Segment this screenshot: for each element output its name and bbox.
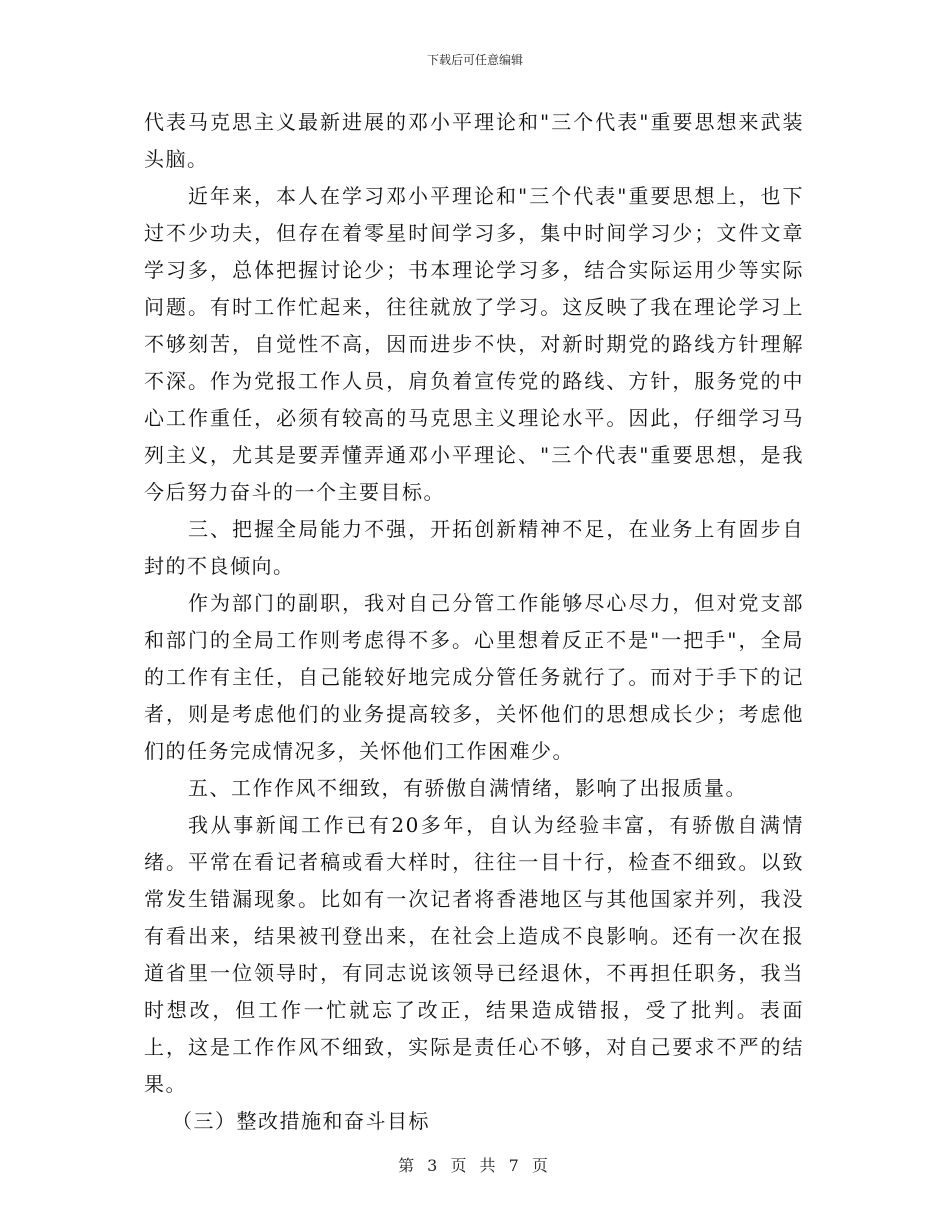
section-heading-work-style: 五、工作作风不细致，有骄傲自满情绪，影响了出报质量。 — [188, 776, 747, 800]
document-body — [144, 104, 804, 1140]
page-header: 下载后可任意编辑 — [426, 53, 523, 67]
paragraph-news-work: 我从事新闻工作已有20多年，自认为经验丰富，有骄傲自满情绪。平常在看记者稿或看大样时，往往一目十行，检查不细致。以致常发生错漏现象。比如有一次记者将香港地区与其他国家并列，我没有看出来，结果被刊登出来，在社会上造成不良影响。还有一次在报道省里一位领导时，有同志说该领导已经退休，不再担任职务，我当时想改，但工作一忙就忘了改正，结果造成错报，受了批判。表面上，这是工作作风不细致，实际是责任心不够，对自己要求不严的结果。 — [144, 813, 804, 1096]
paragraph-theory-study: 近年来，本人在学习邓小平理论和"三个代表"重要思想上，也下过不少功夫，但存在着零星时间学习多，集中时间学习少；文件文章学习多，总体把握讨论少；书本理论学习多，结合实际运用少等实际问题。有时工作忙起来，往往就放了学习。这反映了我在理论学习上不够刻苦，自觉性不高，因而进步不快，对新时期党的路线方针理解不深。作为党报工作人员，肩负着宣传党的路线、方针，服务党的中心工作重任，必须有较高的马克思主义理论水平。因此，仔细学习马列主义，尤其是要弄懂弄通邓小平理论、"三个代表"重要思想，是我今后努力奋斗的一个主要目标。 — [144, 184, 804, 504]
subsection-heading-rectification: （三）整改措施和奋斗目标 — [172, 1109, 430, 1133]
paragraph-deputy-role: 作为部门的副职，我对自己分管工作能够尽心尽力，但对党支部和部门的全局工作则考虑得不多。心里想着反正不是"一把手"，全局的工作有主任，自己能较好地完成分管任务就行了。而对于手下的记者，则是考虑他们的业务提高较多，关怀他们的思想成长少；考虑他们的任务完成情况多，关怀他们工作困难少。 — [144, 591, 804, 763]
section-heading-overall-ability: 三、把握全局能力不强，开拓创新精神不足，在业务上有固步自封的不良倾向。 — [144, 517, 804, 578]
page-number: 第 3 页 共 7 页 — [398, 1156, 552, 1175]
paragraph-continuation: 代表马克思主义最新进展的邓小平理论和"三个代表"重要思想来武装头脑。 — [144, 110, 804, 171]
